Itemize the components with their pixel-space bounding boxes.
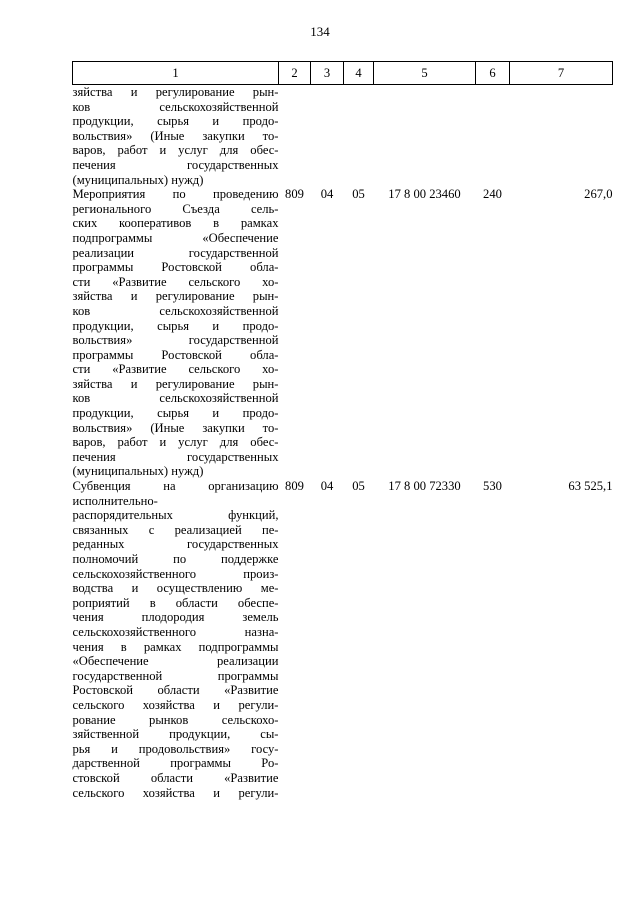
description-line: роприятий в области обеспе- bbox=[72, 595, 279, 610]
column-header-5: 5 bbox=[374, 62, 476, 85]
description-line: реданных государственных bbox=[72, 537, 279, 552]
row-description bbox=[73, 85, 279, 188]
description-line: реализации государственной bbox=[72, 245, 279, 260]
expense-type-code bbox=[476, 85, 510, 188]
amount-value: 63 525,1 bbox=[568, 479, 613, 494]
subsection-code: 05 bbox=[352, 479, 365, 494]
column-header-4: 4 bbox=[344, 62, 374, 85]
description-line: ских кооперативов в рамках bbox=[72, 216, 279, 231]
description-line: стовской области «Развитие bbox=[72, 770, 279, 785]
table-row bbox=[73, 85, 613, 188]
description-line: регионального Съезда сель- bbox=[72, 201, 279, 216]
column-number-header-row bbox=[73, 62, 613, 85]
description-line: исполнительно- bbox=[72, 493, 158, 508]
column-header-3: 3 bbox=[311, 62, 344, 85]
budget-table bbox=[72, 61, 613, 800]
description-line: вольствия» государственной bbox=[72, 333, 279, 348]
description-line: продукции, сырья и продо- bbox=[72, 406, 279, 421]
description-line: распорядительных функций, bbox=[72, 508, 279, 523]
row-description bbox=[73, 187, 279, 479]
description-line: сти «Развитие сельского хо- bbox=[72, 362, 279, 377]
amount-value bbox=[510, 85, 613, 188]
description-line: программы Ростовской обла- bbox=[72, 347, 279, 362]
description-line: рование рынков сельскохо- bbox=[72, 712, 279, 727]
expense-type-code: 240 bbox=[483, 187, 502, 202]
description-line: Мероприятия по проведению bbox=[72, 187, 279, 202]
section-code: 04 bbox=[320, 187, 334, 202]
description-line: сельского хозяйства и регули- bbox=[72, 697, 279, 712]
target-article-code: 17 8 00 23460 bbox=[388, 187, 461, 202]
description-line: варов, работ и услуг для обес- bbox=[72, 143, 279, 158]
description-line: варов, работ и услуг для обес- bbox=[72, 435, 279, 450]
description-line: продукции, сырья и продо- bbox=[72, 114, 279, 129]
column-header-7: 7 bbox=[510, 62, 613, 85]
description-line: (муниципальных) нужд) bbox=[72, 464, 204, 479]
description-line: (муниципальных) нужд) bbox=[72, 172, 204, 187]
description-line: чения в рамках подпрограммы bbox=[72, 639, 279, 654]
description-line: ков сельскохозяйственной bbox=[72, 99, 279, 114]
description-line: программы Ростовской обла- bbox=[72, 260, 279, 275]
description-line: продукции, сырья и продо- bbox=[72, 318, 279, 333]
table-row bbox=[73, 479, 613, 800]
description-line: водства и осуществлению ме- bbox=[72, 581, 279, 596]
description-line: зяйственной продукции, сы- bbox=[72, 727, 279, 742]
description-line: Субвенция на организацию bbox=[72, 479, 279, 494]
description-line: ков сельскохозяйственной bbox=[72, 303, 279, 318]
description-line: сельскохозяйственного назна- bbox=[72, 624, 279, 639]
description-line: чения плодородия земель bbox=[72, 610, 279, 625]
table-row bbox=[73, 187, 613, 479]
expense-type-code: 530 bbox=[483, 479, 502, 494]
description-line: печения государственных bbox=[72, 157, 279, 172]
amount-value: 267,0 bbox=[584, 187, 613, 202]
column-header-6: 6 bbox=[476, 62, 510, 85]
subsection-code: 05 bbox=[352, 187, 365, 202]
subsection-code bbox=[344, 85, 374, 188]
description-line: подпрограммы «Обеспечение bbox=[72, 230, 279, 245]
description-line: Ростовской области «Развитие bbox=[72, 683, 279, 698]
target-article-code bbox=[374, 85, 476, 188]
target-article-code: 17 8 00 72330 bbox=[388, 479, 461, 494]
description-line: вольствия» (Иные закупки то- bbox=[72, 420, 279, 435]
description-line: сельскохозяйственного произ- bbox=[72, 566, 279, 581]
description-line: зяйства и регулирование рын- bbox=[72, 289, 279, 304]
section-code: 04 bbox=[320, 479, 334, 494]
description-line: сельского хозяйства и регули- bbox=[72, 785, 279, 800]
column-header-2: 2 bbox=[279, 62, 311, 85]
description-line: зяйства и регулирование рын- bbox=[72, 85, 279, 99]
ministry-code bbox=[279, 85, 311, 188]
description-line: связанных с реализацией пе- bbox=[72, 522, 279, 537]
description-line: дарственной программы Ро- bbox=[72, 756, 279, 771]
description-line: государственной программы bbox=[72, 668, 279, 683]
page-number: 134 bbox=[310, 24, 330, 39]
ministry-code: 809 bbox=[285, 479, 304, 494]
description-line: вольствия» (Иные закупки то- bbox=[72, 128, 279, 143]
row-description bbox=[73, 479, 279, 800]
description-line: сти «Развитие сельского хо- bbox=[72, 274, 279, 289]
description-line: зяйства и регулирование рын- bbox=[72, 376, 279, 391]
description-line: печения государственных bbox=[72, 449, 279, 464]
description-line: полномочий по поддержке bbox=[72, 552, 279, 566]
description-line: ков сельскохозяйственной bbox=[72, 391, 279, 406]
ministry-code: 809 bbox=[285, 187, 304, 202]
description-line: рья и продовольствия» госу- bbox=[72, 741, 279, 756]
description-line: «Обеспечение реализации bbox=[72, 654, 279, 669]
section-code bbox=[311, 85, 344, 188]
column-header-1: 1 bbox=[73, 62, 279, 85]
